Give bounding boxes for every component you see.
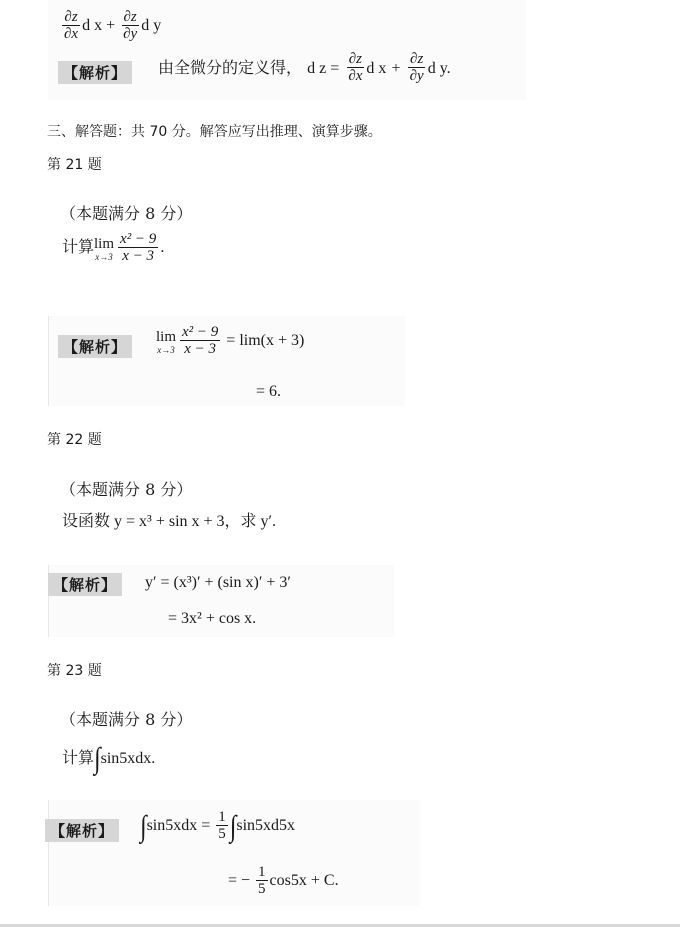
solution-22-line1: y′ = (x³)′ + (sin x)′ + 3′ xyxy=(145,574,291,591)
prompt-prefix: 计算 xyxy=(62,237,95,257)
solution-23-line2-left: = − xyxy=(228,872,251,890)
question-22-number: 第 22 题 xyxy=(47,432,102,448)
top-analysis-line xyxy=(158,52,451,85)
question-21-number: 第 21 题 xyxy=(47,157,102,173)
limit-operator-sol: lim x→3 xyxy=(156,328,177,355)
analysis-tag-21: 【解析】 xyxy=(58,335,132,358)
question-22-points: （本题满分 8 分） xyxy=(60,480,193,499)
prev-answer-line xyxy=(60,10,161,43)
analysis-text: 由全微分的定义得， xyxy=(158,58,303,77)
limit-operator: lim x→3 xyxy=(94,235,115,262)
question-23-points: （本题满分 8 分） xyxy=(60,710,193,729)
partial-z-x: $\frac{\partial z}{\partial x}$ xyxy=(64,9,79,42)
dy-term: d y xyxy=(141,17,162,35)
section-heading: 三、解答题：共 70 分。解答应写出推理、演算步骤。 xyxy=(47,124,382,140)
question-22-prompt: 设函数 y = x³ + sin x + 3，求 y′. xyxy=(62,513,277,530)
plus-sign-2: + xyxy=(391,60,401,77)
integral-sign-sol: ∫ xyxy=(140,810,147,843)
analysis-tag-22: 【解析】 xyxy=(48,573,122,596)
integral-sign: ∫ xyxy=(94,743,101,776)
dx-term-2: d x xyxy=(366,60,387,77)
question-21-prompt xyxy=(62,232,164,265)
solution-21-rhs: = lim(x + 3) xyxy=(226,332,305,350)
solution-21-line2: = 6. xyxy=(256,383,282,400)
limit-fraction-sol: $\frac{\text{x² − 9}}{x - 3}$ xyxy=(182,324,219,357)
dy-end: d y. xyxy=(427,60,451,77)
solution-21-line1 xyxy=(156,325,304,358)
solution-23-right: sin5xd5x xyxy=(236,817,296,835)
question-23-prompt xyxy=(62,743,156,776)
dz-term: d z = xyxy=(307,60,340,77)
one-fifth-fraction: $\frac{1}{5}$ xyxy=(218,809,226,842)
solution-23-line1 xyxy=(140,810,295,843)
prompt-prefix-23: 计算 xyxy=(62,748,95,767)
prompt-end: . xyxy=(160,239,165,257)
analysis-tag-23: 【解析】 xyxy=(45,819,119,842)
solution-22-line2: = 3x² + cos x. xyxy=(168,610,257,627)
integral-expression: sin5xdx. xyxy=(100,750,156,767)
solution-23-left: sin5xdx = xyxy=(146,817,211,835)
question-21-points: （本题满分 8 分） xyxy=(60,204,193,223)
dx-term: d x xyxy=(82,17,103,35)
solution-23-line2 xyxy=(228,865,339,898)
plus-sign: + xyxy=(106,17,116,35)
solution-23-line2-right: cos5x + C. xyxy=(269,872,339,890)
one-fifth-fraction-2: $\frac{1}{5}$ xyxy=(258,864,266,897)
analysis-tag-top: 【解析】 xyxy=(58,61,132,84)
partial-z-y-2: $\frac{\partial z}{\partial y}$ xyxy=(409,51,424,84)
limit-fraction: $\frac{\text{x² − 9}}{x - 3}$ xyxy=(120,231,157,264)
question-23-number: 第 23 题 xyxy=(47,663,102,679)
partial-z-y: $\frac{\partial z}{\partial y}$ xyxy=(123,9,138,42)
integral-sign-sol-2: ∫ xyxy=(229,810,237,843)
partial-z-x-2: $\frac{\partial z}{\partial x}$ xyxy=(348,51,363,84)
